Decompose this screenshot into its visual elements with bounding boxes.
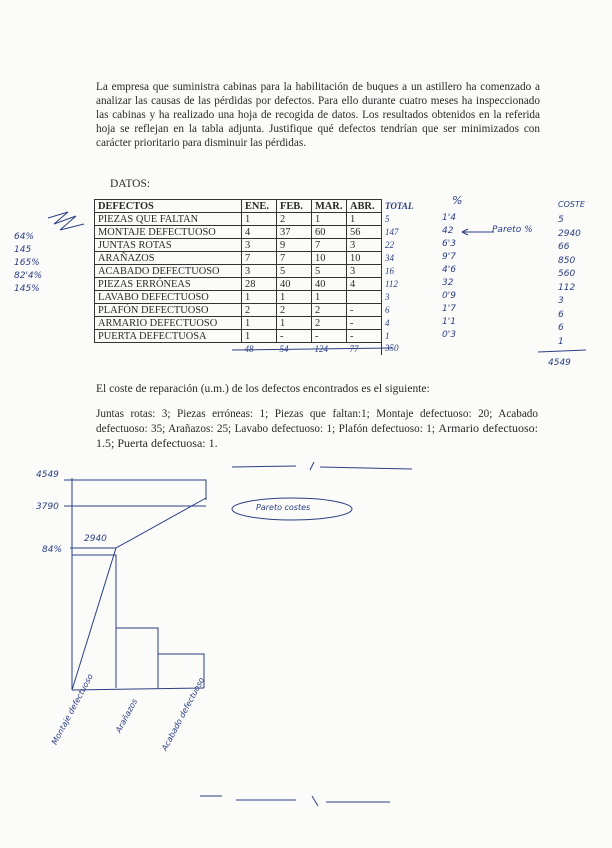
- left-note: 64%: [14, 232, 35, 242]
- month-value: 9: [277, 239, 312, 252]
- chart-category-label-2: Arañazos: [114, 697, 140, 735]
- row-total: 22: [382, 239, 449, 252]
- chart-y-label-top: 4549: [36, 470, 59, 480]
- totals-underline: [232, 348, 392, 350]
- defect-name: MONTAJE DEFECTUOSO: [95, 226, 242, 239]
- month-value: 4: [347, 278, 382, 291]
- chart-category-label-3: Acabado defectuoso: [160, 675, 207, 753]
- pct-header: %: [452, 194, 463, 207]
- month-value: 5: [312, 265, 347, 278]
- month-value: 56: [347, 226, 382, 239]
- pct-value: 1'4: [442, 213, 456, 223]
- month-value: 37: [277, 226, 312, 239]
- left-note: 165%: [14, 258, 40, 268]
- row-total: 16: [382, 265, 449, 278]
- row-total: 1: [382, 330, 449, 343]
- header-feb: FEB.: [277, 200, 312, 213]
- grand-total: 350: [382, 343, 449, 356]
- scribble-mark: [48, 212, 84, 230]
- month-value: 2: [277, 213, 312, 226]
- header-mar: MAR.: [312, 200, 347, 213]
- month-value: 1: [242, 213, 277, 226]
- coste-header: COSTE: [558, 200, 585, 209]
- defect-name: PIEZAS ERRÓNEAS: [95, 278, 242, 291]
- month-value: 7: [277, 252, 312, 265]
- month-value: 10: [312, 252, 347, 265]
- coste-total: 4549: [548, 358, 571, 368]
- costs-last-line: Armario defectuoso: 1.5; Puerta defectuosa: 1.: [96, 421, 538, 450]
- header-ene: ENE.: [242, 200, 277, 213]
- guide-top: [64, 480, 206, 500]
- pct-value: 1'7: [442, 304, 456, 314]
- row-total: 5: [382, 213, 449, 226]
- pct-value: 0'9: [442, 291, 456, 301]
- coste-value: 5: [558, 215, 564, 225]
- chart-x-axis: [72, 688, 204, 690]
- pct-value: 6'3: [442, 239, 456, 249]
- month-value: 1: [242, 317, 277, 330]
- chart-y-label-low: 2940: [84, 534, 107, 544]
- month-value: -: [277, 330, 312, 343]
- datos-label: DATOS:: [110, 178, 151, 190]
- month-value: 2: [312, 304, 347, 317]
- header-abr: ABR.: [347, 200, 382, 213]
- month-value: 1: [242, 330, 277, 343]
- annotation-ellipse: [232, 498, 352, 520]
- month-value: 2: [312, 317, 347, 330]
- month-value: 28: [242, 278, 277, 291]
- month-value: 3: [242, 239, 277, 252]
- month-value: 5: [277, 265, 312, 278]
- bar-acabado: [158, 654, 204, 688]
- defect-name: ARAÑAZOS: [95, 252, 242, 265]
- left-note: 82'4%: [14, 271, 43, 281]
- defect-name: PIEZAS QUE FALTAN: [95, 213, 242, 226]
- coste-value: 3: [558, 296, 564, 306]
- left-note: 145: [14, 245, 32, 255]
- month-value: 2: [277, 304, 312, 317]
- month-value: 3: [242, 265, 277, 278]
- month-value: 1: [312, 291, 347, 304]
- row-total: 6: [382, 304, 449, 317]
- month-value: -: [347, 330, 382, 343]
- defect-name: PLAFÓN DEFECTUOSO: [95, 304, 242, 317]
- coste-value: 66: [558, 242, 570, 252]
- month-value: 2: [242, 304, 277, 317]
- pct-value: 32: [442, 278, 454, 288]
- coste-value: 560: [558, 269, 576, 279]
- chart-point-label: 84%: [42, 545, 63, 555]
- chart-y-label-mid: 3790: [36, 502, 59, 512]
- row-total: 147: [382, 226, 449, 239]
- pct-value: 4'6: [442, 265, 456, 275]
- pareto-arrow-label: Pareto %: [492, 225, 533, 235]
- month-value: 10: [347, 252, 382, 265]
- coste-intro: El coste de reparación (u.m.) de los defectos encontrados es el siguiente:: [96, 383, 430, 395]
- month-value: 1: [277, 317, 312, 330]
- row-total: 4: [382, 317, 449, 330]
- month-value: 4: [242, 226, 277, 239]
- bar-aranazos: [116, 628, 158, 688]
- coste-value: 6: [558, 309, 564, 320]
- header-defectos: DEFECTOS: [95, 200, 242, 213]
- month-value: 40: [312, 278, 347, 291]
- left-note: 145%: [14, 284, 40, 294]
- month-total: 77: [349, 343, 359, 354]
- coste-value: 850: [558, 255, 576, 266]
- coste-value: 2940: [558, 228, 581, 239]
- month-value: -: [347, 304, 382, 317]
- pct-value: 1'1: [442, 317, 456, 327]
- month-total: 124: [314, 343, 328, 354]
- month-value: -: [312, 330, 347, 343]
- cumulative-line: [72, 498, 206, 690]
- defect-name: LAVABO DEFECTUOSO: [95, 291, 242, 304]
- costs-line: Juntas rotas: 3; Piezas erróneas: 1; Piezas que faltan:1; Montaje defectuoso: 20; Acabado defectuoso: 35; Arañazos: 25; Lavabo defectuoso: 1; Plafón defectuoso: 1;: [96, 408, 538, 435]
- pct-value: 42: [442, 226, 454, 236]
- row-total: 112: [382, 278, 449, 291]
- coste-underline: [538, 350, 586, 352]
- month-value: 3: [347, 265, 382, 278]
- month-total: 48: [244, 343, 254, 354]
- chart-annotation: Pareto costes: [256, 503, 311, 512]
- coste-value: 112: [558, 282, 576, 293]
- top-dash-line: [232, 462, 412, 470]
- bottom-dash-line: [200, 796, 390, 806]
- month-value: -: [347, 317, 382, 330]
- problem-statement: La empresa que suministra cabinas para la habilitación de buques a un astillero ha comenzado a analizar las causas de las pérdidas por defectos. Para ello durante cuatro meses ha inspeccionado las cabinas y ha realizado una hoja de recogida de datos. Los resultados obtenidos en la referida hoja se reflejan en la tabla adjunta. Justifique qué defectos tendrían que ser minimizados con carácter prioritario para disminuir las pérdidas.: [96, 81, 540, 149]
- defect-name: JUNTAS ROTAS: [95, 239, 242, 252]
- pct-value: 0'3: [442, 330, 456, 340]
- pareto-arrow: [462, 229, 494, 235]
- coste-value: 6: [558, 323, 564, 333]
- month-value: 7: [312, 239, 347, 252]
- month-value: 60: [312, 226, 347, 239]
- coste-value: 1: [558, 336, 564, 347]
- chart-category-label-1: Montaje defectuoso: [50, 672, 95, 747]
- month-value: 7: [242, 252, 277, 265]
- defect-name: ARMARIO DEFECTUOSO: [95, 317, 242, 330]
- month-value: 3: [347, 239, 382, 252]
- month-total: 54: [279, 343, 289, 354]
- header-total: TOTAL: [382, 200, 449, 213]
- row-total: 3: [382, 291, 449, 304]
- month-value: 1: [277, 291, 312, 304]
- month-value: 40: [277, 278, 312, 291]
- month-value: 1: [312, 213, 347, 226]
- month-value: 1: [242, 291, 277, 304]
- row-total: 34: [382, 252, 449, 265]
- defect-name: ACABADO DEFECTUOSO: [95, 265, 242, 278]
- month-value: 1: [347, 213, 382, 226]
- pct-value: 9'7: [442, 252, 456, 262]
- defect-name: PUERTA DEFECTUOSA: [95, 330, 242, 343]
